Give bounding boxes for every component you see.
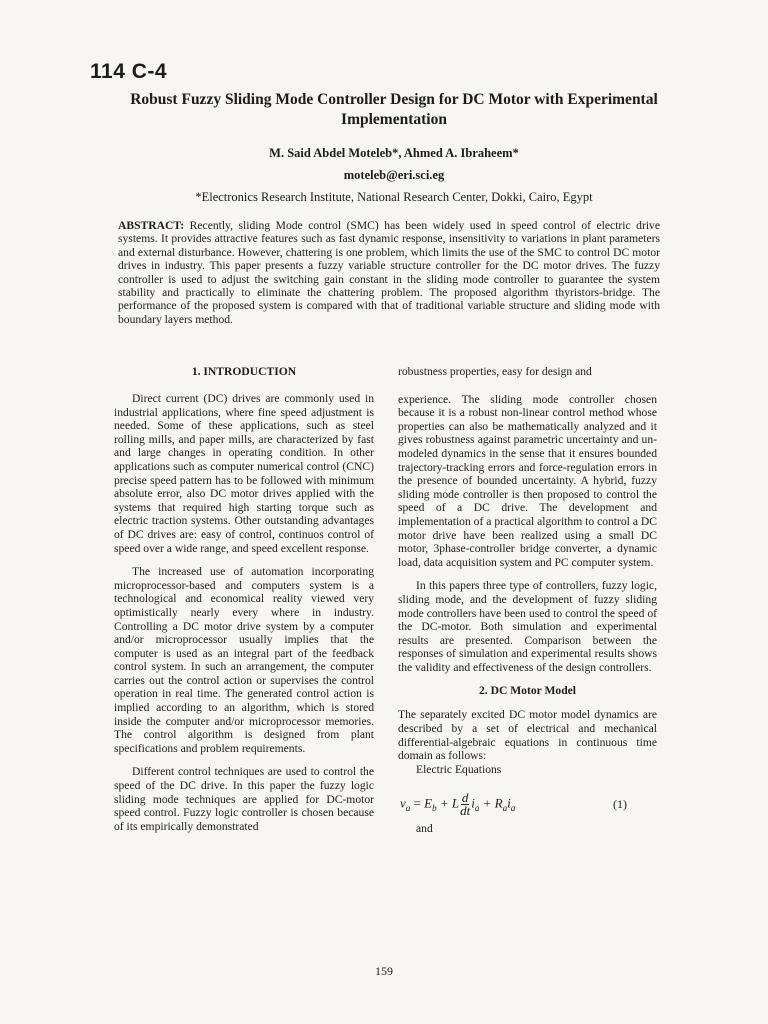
intro-paragraph: experience. The sliding mode controller chosen because it is a robust non-linear control method whose properties can also be mathematically analyzed and it gives robustness against parametric uncertainty and un-modeled dynamics in the sense that it ensures bounded trajectory-tracking errors and force-regulation errors in the presence of bounded uncertainty. A hybrid, fuzzy sliding mode controller is then proposed to control the speed of a DC drive. The development and implementation of a practical algorithm to control a DC motor drive have been realized using a small DC motor, 3phase-controller bridge converter, a dynamic load, data acquisition system and PC computer system. — [398, 392, 657, 569]
electric-equations-label: Electric Equations — [416, 762, 502, 776]
page-number: 159 — [375, 964, 393, 978]
intro-paragraph: In this papers three type of controllers, fuzzy logic, sliding mode, and the development of fuzzy sliding mode controllers have been used to control the speed of the DC-motor. Both simulation and experimental results are presented. Comparison between the responses of simulation and experimental results shows the validity and effectiveness of the design controllers. — [398, 579, 657, 674]
authors: M. Said Abdel Moteleb*, Ahmed A. Ibraheem* — [269, 146, 519, 160]
continuation-text: robustness properties, easy for design and — [398, 365, 592, 378]
abstract-label: ABSTRACT: — [118, 219, 185, 232]
model-paragraph: The separately excited DC motor model dynamics are described by a set of electrical and mechanical differential-algebraic equations in continuous time domain as follows: — [398, 708, 657, 763]
derivative-fraction: $\frac{d}{dt}$ — [460, 789, 471, 818]
right-column — [398, 365, 657, 846]
affiliation: *Electronics Research Institute, National Research Center, Dokki, Cairo, Egypt — [195, 190, 593, 204]
equation-1 — [398, 786, 657, 822]
author-email: moteleb@eri.sci.eg — [343, 168, 445, 182]
section-heading-introduction: 1. INTRODUCTION — [191, 365, 297, 378]
abstract-text: Recently, sliding Mode control (SMC) has been widely used in speed control of electric drive systems. It provides attractive features such as fast dynamic response, insensitivity to variations in plant parameters and external disturbance. However, chattering is one problem, which limits the use of the SMC to control DC motor drives in industry. This paper presents a fuzzy variable structure controller for the DC motor drives. The fuzzy controller is used to adjust the switching gain constant in the sliding mode controller to guarantee the system stability and practically to eliminate the chattering problem. The proposed algorithm thyristors-bridge. The performance of the proposed system is compared with that of traditional variable structure and sliding mode with boundary layers method. — [118, 219, 660, 326]
left-column — [114, 365, 374, 843]
intro-paragraph: The increased use of automation incorporating microprocessor-based and computers system is a technological and economical reality viewed very optimistically nearly every where in industry. Controlling a DC motor drive system by a computer and/or microprocessor usually implies that the computer is used as an integral part of the feedback control system. In such an arrangement, the computer carries out the control action or supervises the control operation in real time. The generated control action is implied according to an algorithm, which is stored inside the computer and/or microprocessor memories. The control algorithm is designed from plant specifications and problem requirements. — [114, 565, 374, 755]
equation-number: (1) — [613, 796, 627, 811]
abstract — [118, 219, 660, 326]
paper-title: Robust Fuzzy Sliding Mode Controller Design for DC Motor with Experimental Implementation — [130, 91, 658, 128]
after-equation-text: and — [416, 822, 433, 836]
intro-paragraph: Direct current (DC) drives are commonly used in industrial applications, where fine speed adjustment is needed. Some of these applications, such as steel rolling mills, and paper mills, are characterized by fast and large changes in operating condition. In other applications such as computer numerical control (CNC) precise speed pattern has to be followed with minimum absolute error, also DC motor drives applied with the systems that required high starting torque such as electric traction systems. Other outstanding advantages of DC drives are: easy of control, continuos control of speed over a wide range, and speed excellent response. — [114, 392, 374, 555]
section-heading-dc-motor-model: 2. DC Motor Model — [478, 684, 577, 698]
paper-code: 114 C-4 — [90, 60, 168, 83]
intro-paragraph: Different control techniques are used to control the speed of the DC drive. In this paper the fuzzy logic sliding mode techniques are applied for DC-motor speed control. Fuzzy logic controller is chosen because of its empirically demonstrated — [114, 765, 374, 833]
equation-body: $v_a = E_b + L$ $\frac{d}{dt}$ $i_a + R_ai_a$ — [400, 789, 516, 818]
